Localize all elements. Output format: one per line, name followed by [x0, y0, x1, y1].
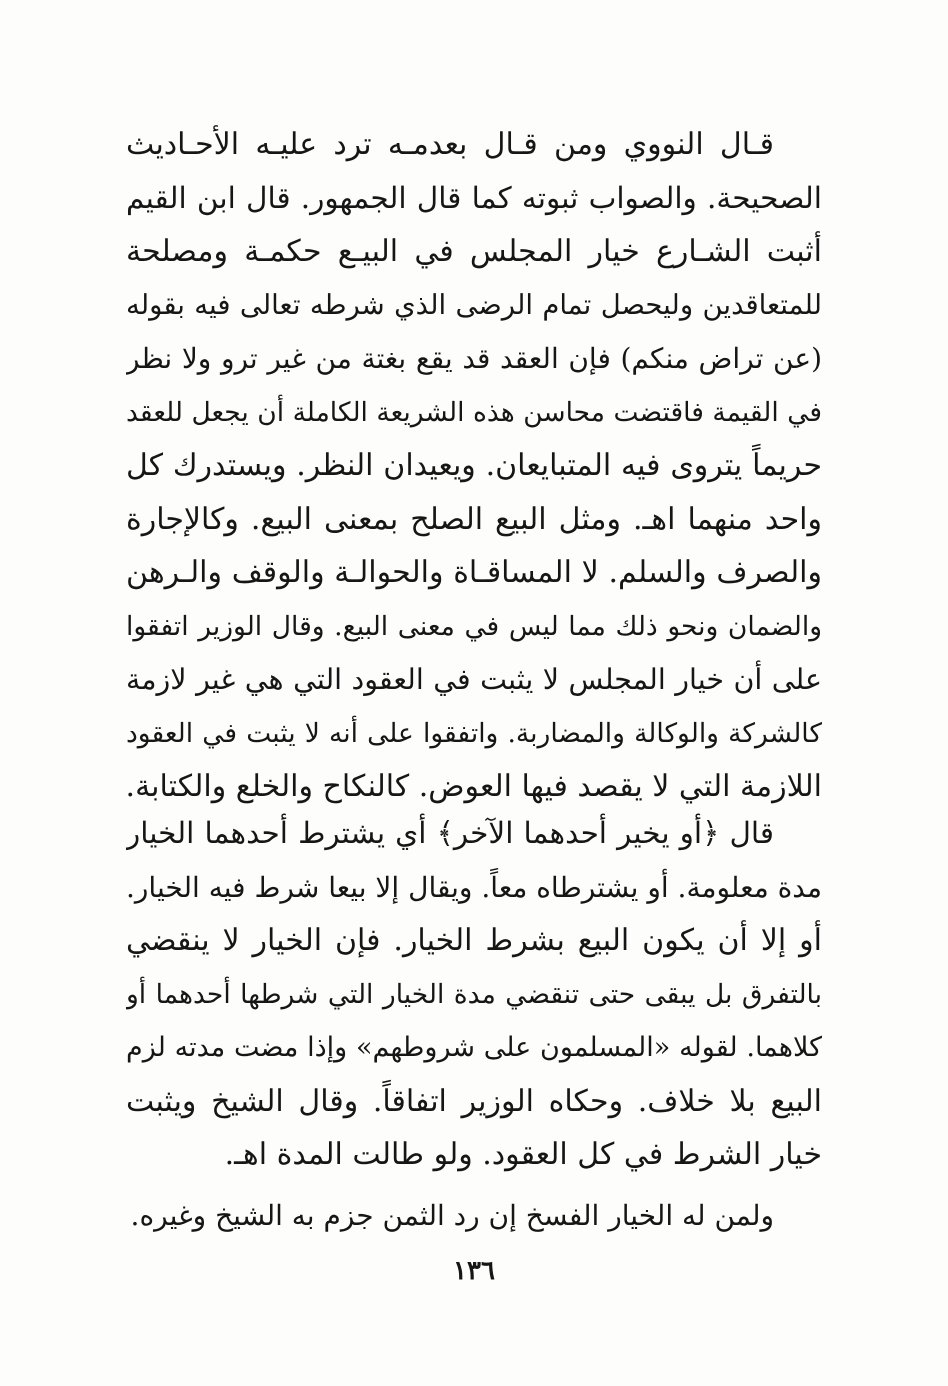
- paragraph-3: [126, 1189, 822, 1243]
- text-line: خيار الشرط في كل العقود. ولو طالت المدة اهـ.: [224, 1137, 822, 1172]
- text-line: الصحيحة. والصواب ثبوته كما قال الجمهور. قال ابن القيم: [126, 180, 822, 215]
- text-line: كلاهما. لقوله «المسلمون على شروطهم» وإذا مضت مدته لزم: [126, 1032, 822, 1063]
- text-line: كالشركة والوكالة والمضاربة. واتفقوا على أنه لا يثبت في العقود: [126, 717, 822, 749]
- text-line: (عن تراض منكم) فإن العقد قد يقع بغتة من غير ترو ولا نظر: [126, 342, 822, 375]
- text-line: واحد منهما اهـ. ومثل البيع الصلح بمعنى البيع. وكالإجارة: [126, 501, 822, 537]
- text-line: للمتعاقدين وليحصل تمام الرضى الذي شرطه تعالى فيه بقوله: [126, 288, 822, 321]
- paragraph-1: [126, 118, 822, 814]
- text-line: والضمان ونحو ذلك مما ليس في معنى البيع. وقال الوزير اتفقوا: [126, 610, 822, 642]
- text-line: قـال النووي ومن قـال بعدمـه ترد عليـه الأحـاديث: [126, 127, 774, 162]
- text-line: اللازمة التي لا يقصد فيها العوض. كالنكاح والخلع والكتابة.: [126, 769, 822, 804]
- text-line: بالتفرق بل يبقى حتى تنقضي مدة الخيار التي شرطها أحدهما أو: [126, 978, 822, 1010]
- text-line: على أن خيار المجلس لا يثبت في العقود التي هي غير لازمة: [126, 663, 822, 696]
- text-line: قال ﴿أو يخير أحدهما الآخر﴾ أي يشترط أحدهما الخيار: [126, 816, 774, 850]
- page-number: ١٣٦: [453, 1256, 495, 1286]
- text-line: في القيمة فاقتضت محاسن هذه الشريعة الكاملة أن يجعل للعقد: [126, 396, 822, 428]
- text-line: والصرف والسلم. لا المساقـاة والحوالـة والوقف والـرهن: [126, 555, 822, 590]
- text-line: ولمن له الخيار الفسخ إن رد الثمن جزم به الشيخ وغيره.: [130, 1199, 774, 1232]
- text-line: البيع بلا خلاف. وحكاه الوزير اتفاقاً. وقال الشيخ ويثبت: [126, 1083, 822, 1119]
- paragraph-2: [126, 807, 822, 1182]
- text-line: حريماً يتروى فيه المتبايعان. ويعيدان النظر. ويستدرك كل: [126, 448, 822, 483]
- text-line: أو إلا أن يكون البيع بشرط الخيار. فإن الخيار لا ينقضي: [126, 923, 822, 958]
- text-line: مدة معلومة. أو يشترطاه معاً. ويقال إلا بيعا شرط فيه الخيار.: [126, 870, 822, 904]
- text-line: أثبت الشـارع خيار المجلس في البيـع حكمـة ومصلحة: [126, 234, 822, 269]
